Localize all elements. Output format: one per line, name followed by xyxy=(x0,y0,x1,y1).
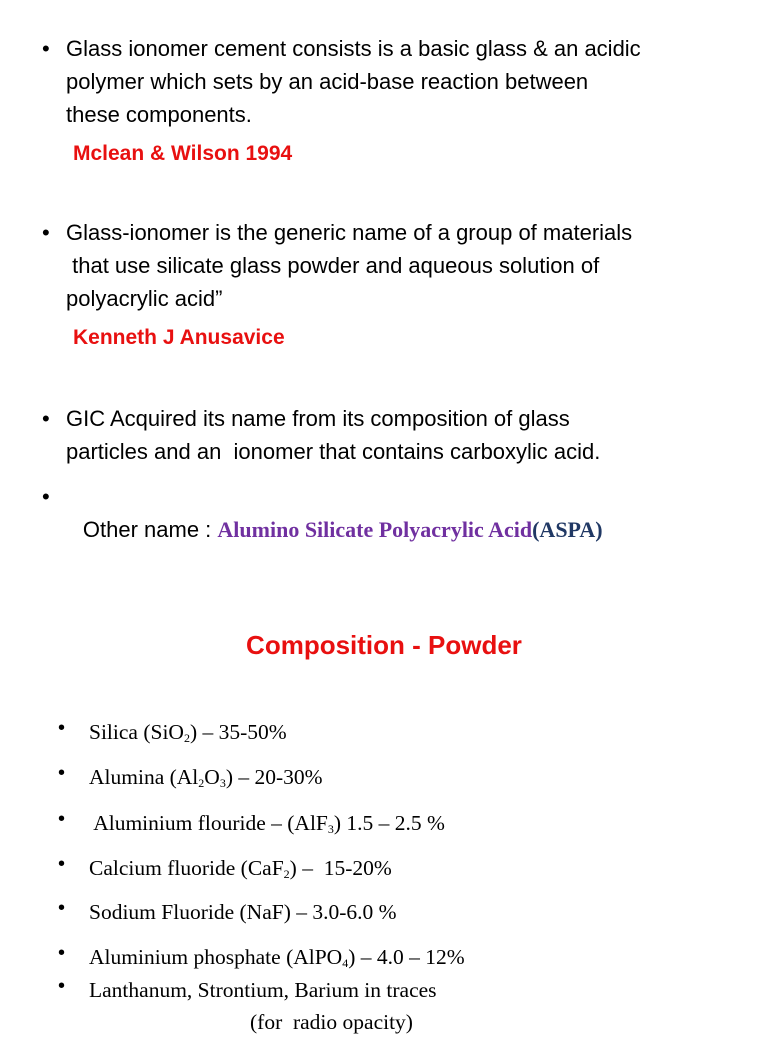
other-name-abbr: (ASPA) xyxy=(532,517,603,542)
bullet-dot: • xyxy=(58,853,66,875)
bullet-dot: • xyxy=(58,942,66,964)
bullet-dot: • xyxy=(42,220,50,245)
bullet-dot: • xyxy=(42,406,50,431)
text-line: these components. xyxy=(66,102,252,127)
paragraph-generic-name xyxy=(66,216,746,315)
text-line: particles and an ionomer that contains carboxylic acid. xyxy=(66,439,601,464)
list-item-silica: Silica (SiO$_2$) – 35-50% xyxy=(89,720,287,745)
text-line: Glass ionomer cement consists is a basic glass & an acidic xyxy=(66,36,641,61)
text-line: polymer which sets by an acid-base reaction between xyxy=(66,69,589,94)
bullet-dot: • xyxy=(42,484,50,509)
other-name-label: Other name : xyxy=(82,517,218,542)
composition-heading: Composition - Powder xyxy=(246,630,522,660)
bullet-dot: • xyxy=(58,762,66,784)
paragraph-definition xyxy=(66,32,746,131)
list-item-alumina: Alumina $(Al_2O_3) - 20-30\%$ xyxy=(89,765,323,790)
bullet-dot: • xyxy=(58,897,66,919)
other-name-line xyxy=(74,480,603,549)
bullet-dot: • xyxy=(58,808,66,830)
citation-anusavice: Kenneth J Anusavice xyxy=(73,326,285,349)
text-line: GIC Acquired its name from its composition of glass xyxy=(66,406,570,431)
paragraph-name-origin xyxy=(66,402,746,468)
list-item-sodium-fluoride: Sodium Fluoride (NaF) – 3.0-6.0 % xyxy=(89,900,397,924)
list-item-trace-elements: Lanthanum, Strontium, Barium in traces xyxy=(89,978,437,1002)
other-name-value: Alumino Silicate Polyacrylic Acid xyxy=(217,517,533,542)
list-item-note-radio-opacity: (for radio opacity) xyxy=(250,1010,413,1034)
bullet-dot: • xyxy=(58,717,66,739)
bullet-dot: • xyxy=(58,975,66,997)
list-item-calcium-fluoride: Calcium fluoride (CaF$_2$) – 15-20% xyxy=(89,856,392,881)
list-item-aluminium-fluoride: Aluminium flouride – (AlF$_3$) 1.5 – 2.5 % xyxy=(89,811,445,836)
text-line: that use silicate glass powder and aqueous solution of xyxy=(66,253,600,278)
bullet-dot: • xyxy=(42,36,50,61)
text-line: Glass-ionomer is the generic name of a group of materials xyxy=(66,220,633,245)
list-item-aluminium-phosphate: Aluminium phosphate (AlPO$_4$) – 4.0 – 12% xyxy=(89,945,465,970)
citation-mclean-wilson: Mclean & Wilson 1994 xyxy=(73,142,293,165)
text-line: polyacrylic acid” xyxy=(66,286,223,311)
